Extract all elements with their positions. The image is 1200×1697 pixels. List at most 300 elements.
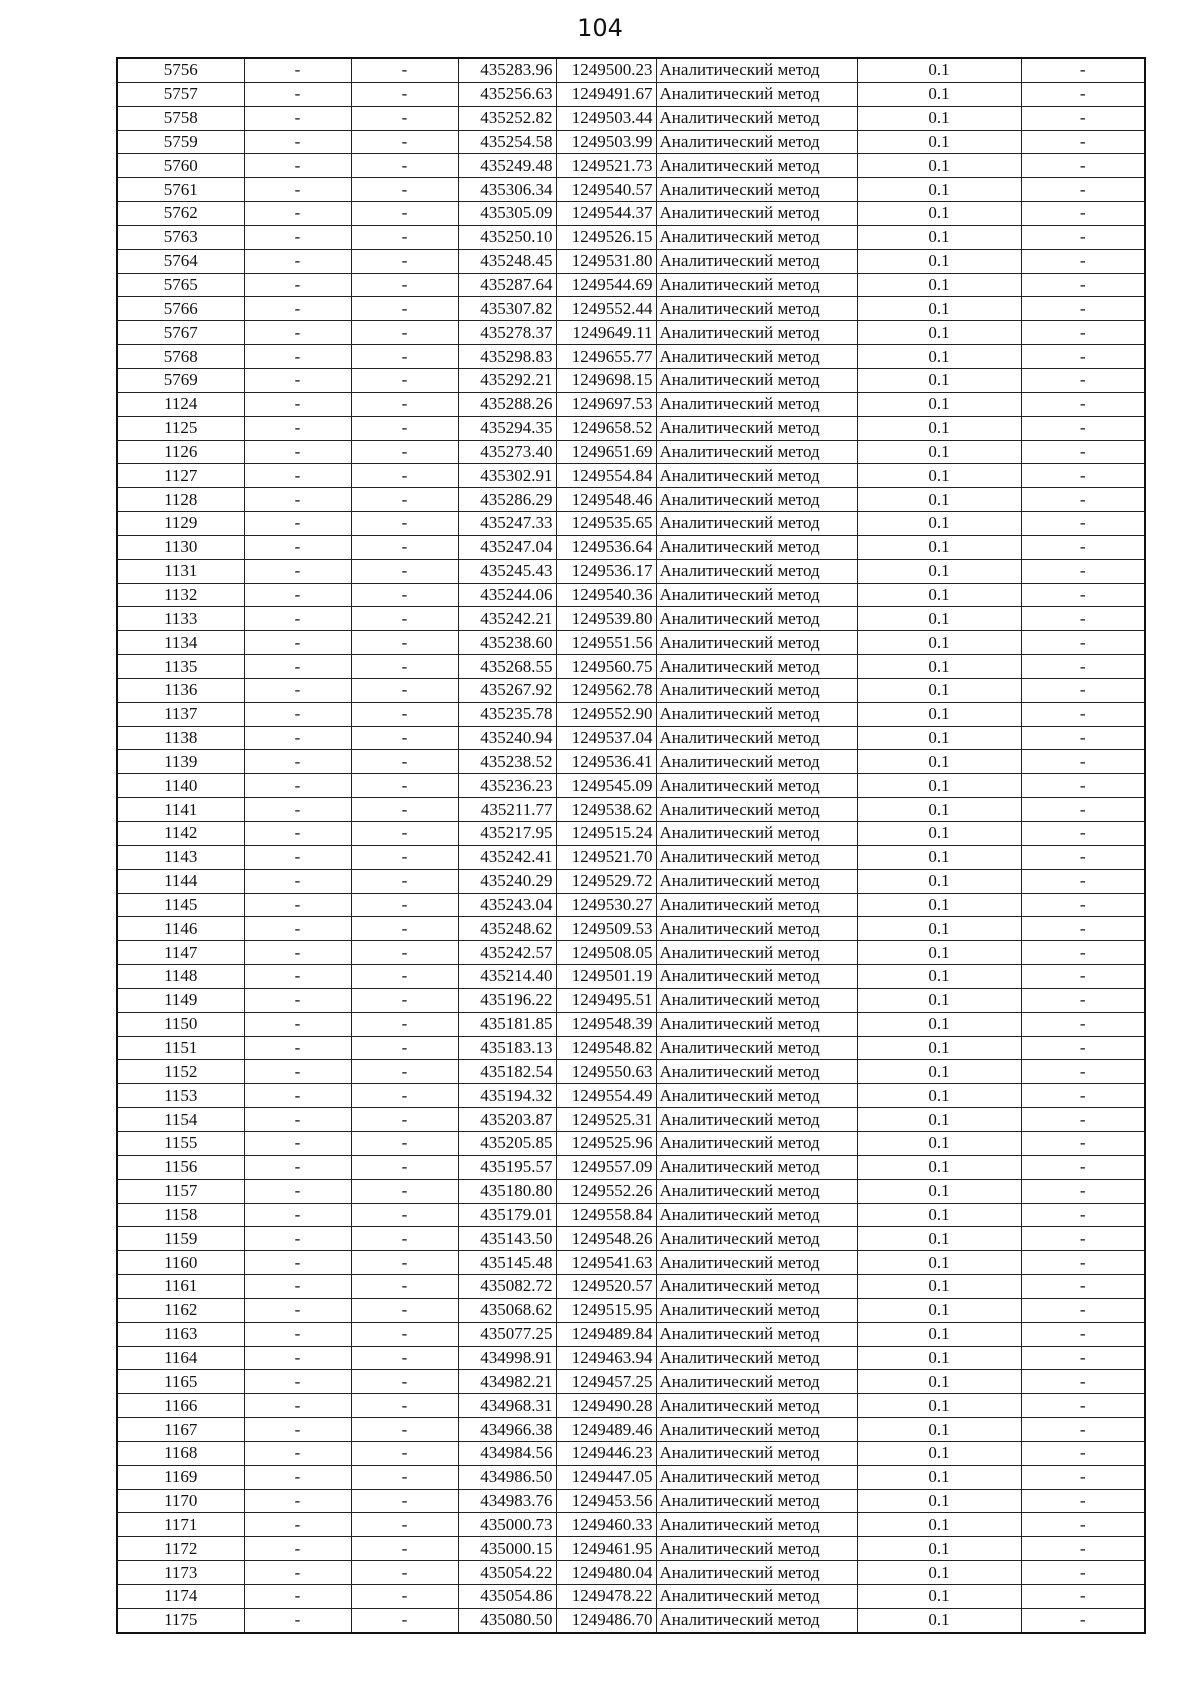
accuracy-cell: 0.1	[857, 678, 1021, 702]
point-number-cell: 5756	[117, 58, 244, 82]
point-number-cell: 5761	[117, 178, 244, 202]
dash-cell: -	[1021, 1489, 1145, 1513]
accuracy-cell: 0.1	[857, 58, 1021, 82]
accuracy-cell: 0.1	[857, 1203, 1021, 1227]
dash-cell: -	[244, 130, 351, 154]
method-cell: Аналитический метод	[656, 845, 857, 869]
x-coordinate-cell: 435305.09	[458, 202, 556, 226]
point-number-cell: 1171	[117, 1513, 244, 1537]
table-row	[117, 893, 1145, 917]
dash-cell: -	[244, 726, 351, 750]
y-coordinate-cell: 1249539.80	[556, 607, 656, 631]
table-row	[117, 416, 1145, 440]
dash-cell: -	[1021, 1131, 1145, 1155]
y-coordinate-cell: 1249536.17	[556, 559, 656, 583]
x-coordinate-cell: 435286.29	[458, 488, 556, 512]
y-coordinate-cell: 1249540.57	[556, 178, 656, 202]
table-row	[117, 1251, 1145, 1275]
method-cell: Аналитический метод	[656, 1322, 857, 1346]
dash-cell: -	[244, 631, 351, 655]
point-number-cell: 1153	[117, 1084, 244, 1108]
point-number-cell: 1158	[117, 1203, 244, 1227]
point-number-cell: 1162	[117, 1298, 244, 1322]
table-row	[117, 583, 1145, 607]
dash-cell: -	[351, 392, 458, 416]
dash-cell: -	[1021, 1608, 1145, 1632]
y-coordinate-cell: 1249554.49	[556, 1084, 656, 1108]
accuracy-cell: 0.1	[857, 1179, 1021, 1203]
method-cell: Аналитический метод	[656, 917, 857, 941]
dash-cell: -	[351, 1513, 458, 1537]
y-coordinate-cell: 1249536.41	[556, 750, 656, 774]
table-row	[117, 1012, 1145, 1036]
x-coordinate-cell: 435143.50	[458, 1227, 556, 1251]
x-coordinate-cell: 435267.92	[458, 678, 556, 702]
x-coordinate-cell: 435248.62	[458, 917, 556, 941]
dash-cell: -	[351, 988, 458, 1012]
method-cell: Аналитический метод	[656, 893, 857, 917]
method-cell: Аналитический метод	[656, 130, 857, 154]
point-number-cell: 1133	[117, 607, 244, 631]
y-coordinate-cell: 1249521.70	[556, 845, 656, 869]
dash-cell: -	[244, 178, 351, 202]
accuracy-cell: 0.1	[857, 273, 1021, 297]
x-coordinate-cell: 435203.87	[458, 1108, 556, 1132]
table-row	[117, 726, 1145, 750]
x-coordinate-cell: 435240.94	[458, 726, 556, 750]
x-coordinate-cell: 435247.33	[458, 512, 556, 536]
method-cell: Аналитический метод	[656, 1561, 857, 1585]
y-coordinate-cell: 1249544.69	[556, 273, 656, 297]
y-coordinate-cell: 1249531.80	[556, 249, 656, 273]
dash-cell: -	[351, 917, 458, 941]
point-number-cell: 1161	[117, 1275, 244, 1299]
table-row	[117, 368, 1145, 392]
dash-cell: -	[1021, 106, 1145, 130]
dash-cell: -	[244, 202, 351, 226]
dash-cell: -	[1021, 1251, 1145, 1275]
dash-cell: -	[351, 1489, 458, 1513]
x-coordinate-cell: 435249.48	[458, 154, 556, 178]
x-coordinate-cell: 435298.83	[458, 345, 556, 369]
table-row	[117, 607, 1145, 631]
point-number-cell: 1127	[117, 464, 244, 488]
accuracy-cell: 0.1	[857, 1084, 1021, 1108]
x-coordinate-cell: 435217.95	[458, 822, 556, 846]
dash-cell: -	[1021, 392, 1145, 416]
y-coordinate-cell: 1249557.09	[556, 1155, 656, 1179]
y-coordinate-cell: 1249446.23	[556, 1441, 656, 1465]
point-number-cell: 1150	[117, 1012, 244, 1036]
accuracy-cell: 0.1	[857, 1155, 1021, 1179]
table-row	[117, 1608, 1145, 1632]
point-number-cell: 1147	[117, 941, 244, 965]
point-number-cell: 1135	[117, 655, 244, 679]
dash-cell: -	[1021, 488, 1145, 512]
dash-cell: -	[351, 1203, 458, 1227]
point-number-cell: 5766	[117, 297, 244, 321]
dash-cell: -	[244, 583, 351, 607]
method-cell: Аналитический метод	[656, 1108, 857, 1132]
accuracy-cell: 0.1	[857, 321, 1021, 345]
accuracy-cell: 0.1	[857, 297, 1021, 321]
dash-cell: -	[1021, 1179, 1145, 1203]
method-cell: Аналитический метод	[656, 1537, 857, 1561]
x-coordinate-cell: 435245.43	[458, 559, 556, 583]
dash-cell: -	[244, 1489, 351, 1513]
method-cell: Аналитический метод	[656, 1346, 857, 1370]
dash-cell: -	[351, 726, 458, 750]
accuracy-cell: 0.1	[857, 1441, 1021, 1465]
table-row	[117, 249, 1145, 273]
dash-cell: -	[351, 655, 458, 679]
y-coordinate-cell: 1249658.52	[556, 416, 656, 440]
y-coordinate-cell: 1249545.09	[556, 774, 656, 798]
dash-cell: -	[351, 1275, 458, 1299]
dash-cell: -	[351, 178, 458, 202]
dash-cell: -	[351, 941, 458, 965]
y-coordinate-cell: 1249525.31	[556, 1108, 656, 1132]
y-coordinate-cell: 1249457.25	[556, 1370, 656, 1394]
dash-cell: -	[244, 416, 351, 440]
dash-cell: -	[244, 965, 351, 989]
dash-cell: -	[244, 58, 351, 82]
method-cell: Аналитический метод	[656, 1060, 857, 1084]
accuracy-cell: 0.1	[857, 1370, 1021, 1394]
y-coordinate-cell: 1249536.64	[556, 535, 656, 559]
table-row	[117, 106, 1145, 130]
dash-cell: -	[244, 535, 351, 559]
method-cell: Аналитический метод	[656, 249, 857, 273]
method-cell: Аналитический метод	[656, 1155, 857, 1179]
point-number-cell: 1131	[117, 559, 244, 583]
table-row	[117, 941, 1145, 965]
y-coordinate-cell: 1249530.27	[556, 893, 656, 917]
method-cell: Аналитический метод	[656, 559, 857, 583]
table-row	[117, 988, 1145, 1012]
table-row	[117, 1418, 1145, 1442]
dash-cell: -	[351, 345, 458, 369]
x-coordinate-cell: 435252.82	[458, 106, 556, 130]
point-number-cell: 1149	[117, 988, 244, 1012]
dash-cell: -	[351, 321, 458, 345]
dash-cell: -	[351, 464, 458, 488]
dash-cell: -	[351, 416, 458, 440]
accuracy-cell: 0.1	[857, 1108, 1021, 1132]
point-number-cell: 1124	[117, 392, 244, 416]
method-cell: Аналитический метод	[656, 1203, 857, 1227]
method-cell: Аналитический метод	[656, 464, 857, 488]
table-row	[117, 488, 1145, 512]
dash-cell: -	[1021, 1394, 1145, 1418]
accuracy-cell: 0.1	[857, 774, 1021, 798]
dash-cell: -	[244, 1131, 351, 1155]
dash-cell: -	[1021, 1465, 1145, 1489]
table-row	[117, 225, 1145, 249]
dash-cell: -	[351, 1155, 458, 1179]
dash-cell: -	[1021, 1585, 1145, 1609]
accuracy-cell: 0.1	[857, 154, 1021, 178]
accuracy-cell: 0.1	[857, 655, 1021, 679]
table-row	[117, 1346, 1145, 1370]
y-coordinate-cell: 1249491.67	[556, 82, 656, 106]
dash-cell: -	[1021, 1370, 1145, 1394]
point-number-cell: 1159	[117, 1227, 244, 1251]
point-number-cell: 1139	[117, 750, 244, 774]
accuracy-cell: 0.1	[857, 607, 1021, 631]
dash-cell: -	[1021, 1203, 1145, 1227]
x-coordinate-cell: 435205.85	[458, 1131, 556, 1155]
x-coordinate-cell: 435080.50	[458, 1608, 556, 1632]
y-coordinate-cell: 1249552.90	[556, 702, 656, 726]
dash-cell: -	[351, 106, 458, 130]
point-number-cell: 1143	[117, 845, 244, 869]
dash-cell: -	[244, 1251, 351, 1275]
dash-cell: -	[244, 273, 351, 297]
dash-cell: -	[1021, 845, 1145, 869]
x-coordinate-cell: 434983.76	[458, 1489, 556, 1513]
dash-cell: -	[1021, 1275, 1145, 1299]
dash-cell: -	[1021, 202, 1145, 226]
dash-cell: -	[244, 1441, 351, 1465]
point-number-cell: 5763	[117, 225, 244, 249]
table-row	[117, 321, 1145, 345]
dash-cell: -	[1021, 941, 1145, 965]
method-cell: Аналитический метод	[656, 225, 857, 249]
method-cell: Аналитический метод	[656, 321, 857, 345]
point-number-cell: 5758	[117, 106, 244, 130]
accuracy-cell: 0.1	[857, 488, 1021, 512]
point-number-cell: 1128	[117, 488, 244, 512]
dash-cell: -	[351, 678, 458, 702]
y-coordinate-cell: 1249552.26	[556, 1179, 656, 1203]
y-coordinate-cell: 1249537.04	[556, 726, 656, 750]
dash-cell: -	[244, 774, 351, 798]
point-number-cell: 1164	[117, 1346, 244, 1370]
dash-cell: -	[244, 1394, 351, 1418]
dash-cell: -	[244, 845, 351, 869]
y-coordinate-cell: 1249562.78	[556, 678, 656, 702]
y-coordinate-cell: 1249503.99	[556, 130, 656, 154]
method-cell: Аналитический метод	[656, 1465, 857, 1489]
accuracy-cell: 0.1	[857, 1537, 1021, 1561]
x-coordinate-cell: 434982.21	[458, 1370, 556, 1394]
dash-cell: -	[1021, 1012, 1145, 1036]
dash-cell: -	[351, 1298, 458, 1322]
dash-cell: -	[244, 1418, 351, 1442]
y-coordinate-cell: 1249541.63	[556, 1251, 656, 1275]
x-coordinate-cell: 435294.35	[458, 416, 556, 440]
dash-cell: -	[1021, 559, 1145, 583]
dash-cell: -	[244, 607, 351, 631]
y-coordinate-cell: 1249460.33	[556, 1513, 656, 1537]
table-row	[117, 1060, 1145, 1084]
table-row	[117, 965, 1145, 989]
point-number-cell: 1170	[117, 1489, 244, 1513]
table-row	[117, 1585, 1145, 1609]
table-row	[117, 535, 1145, 559]
x-coordinate-cell: 435278.37	[458, 321, 556, 345]
dash-cell: -	[244, 988, 351, 1012]
y-coordinate-cell: 1249649.11	[556, 321, 656, 345]
y-coordinate-cell: 1249490.28	[556, 1394, 656, 1418]
dash-cell: -	[244, 1084, 351, 1108]
dash-cell: -	[351, 488, 458, 512]
table-row	[117, 297, 1145, 321]
method-cell: Аналитический метод	[656, 1036, 857, 1060]
point-number-cell: 1130	[117, 535, 244, 559]
table-row	[117, 798, 1145, 822]
accuracy-cell: 0.1	[857, 822, 1021, 846]
dash-cell: -	[1021, 368, 1145, 392]
y-coordinate-cell: 1249515.95	[556, 1298, 656, 1322]
y-coordinate-cell: 1249463.94	[556, 1346, 656, 1370]
method-cell: Аналитический метод	[656, 822, 857, 846]
point-number-cell: 1129	[117, 512, 244, 536]
point-number-cell: 1142	[117, 822, 244, 846]
x-coordinate-cell: 434966.38	[458, 1418, 556, 1442]
method-cell: Аналитический метод	[656, 1441, 857, 1465]
dash-cell: -	[1021, 1418, 1145, 1442]
dash-cell: -	[1021, 988, 1145, 1012]
accuracy-cell: 0.1	[857, 249, 1021, 273]
table-row	[117, 917, 1145, 941]
x-coordinate-cell: 435288.26	[458, 392, 556, 416]
x-coordinate-cell: 435307.82	[458, 297, 556, 321]
dash-cell: -	[244, 1203, 351, 1227]
table-row	[117, 822, 1145, 846]
accuracy-cell: 0.1	[857, 1012, 1021, 1036]
accuracy-cell: 0.1	[857, 464, 1021, 488]
table-row	[117, 1322, 1145, 1346]
page-number: 104	[577, 14, 623, 42]
x-coordinate-cell: 435242.21	[458, 607, 556, 631]
y-coordinate-cell: 1249655.77	[556, 345, 656, 369]
accuracy-cell: 0.1	[857, 1227, 1021, 1251]
point-number-cell: 1154	[117, 1108, 244, 1132]
dash-cell: -	[1021, 345, 1145, 369]
table-body	[117, 58, 1145, 1633]
y-coordinate-cell: 1249558.84	[556, 1203, 656, 1227]
x-coordinate-cell: 434986.50	[458, 1465, 556, 1489]
accuracy-cell: 0.1	[857, 559, 1021, 583]
dash-cell: -	[1021, 297, 1145, 321]
dash-cell: -	[351, 1251, 458, 1275]
point-number-cell: 1125	[117, 416, 244, 440]
method-cell: Аналитический метод	[656, 774, 857, 798]
dash-cell: -	[1021, 1084, 1145, 1108]
table-row	[117, 58, 1145, 82]
dash-cell: -	[244, 702, 351, 726]
method-cell: Аналитический метод	[656, 1298, 857, 1322]
point-number-cell: 1136	[117, 678, 244, 702]
table-row	[117, 1203, 1145, 1227]
y-coordinate-cell: 1249486.70	[556, 1608, 656, 1632]
table-row	[117, 1489, 1145, 1513]
accuracy-cell: 0.1	[857, 917, 1021, 941]
dash-cell: -	[1021, 607, 1145, 631]
accuracy-cell: 0.1	[857, 416, 1021, 440]
dash-cell: -	[1021, 416, 1145, 440]
dash-cell: -	[351, 273, 458, 297]
accuracy-cell: 0.1	[857, 345, 1021, 369]
method-cell: Аналитический метод	[656, 535, 857, 559]
y-coordinate-cell: 1249501.19	[556, 965, 656, 989]
dash-cell: -	[1021, 965, 1145, 989]
dash-cell: -	[351, 1346, 458, 1370]
x-coordinate-cell: 435195.57	[458, 1155, 556, 1179]
point-number-cell: 5757	[117, 82, 244, 106]
dash-cell: -	[351, 1394, 458, 1418]
x-coordinate-cell: 435054.22	[458, 1561, 556, 1585]
method-cell: Аналитический метод	[656, 392, 857, 416]
point-number-cell: 1169	[117, 1465, 244, 1489]
table-row	[117, 464, 1145, 488]
point-number-cell: 5765	[117, 273, 244, 297]
table-row	[117, 273, 1145, 297]
dash-cell: -	[1021, 798, 1145, 822]
x-coordinate-cell: 435256.63	[458, 82, 556, 106]
method-cell: Аналитический метод	[656, 988, 857, 1012]
dash-cell: -	[244, 798, 351, 822]
table-row	[117, 202, 1145, 226]
dash-cell: -	[244, 154, 351, 178]
dash-cell: -	[351, 1322, 458, 1346]
table-row	[117, 178, 1145, 202]
method-cell: Аналитический метод	[656, 965, 857, 989]
accuracy-cell: 0.1	[857, 726, 1021, 750]
accuracy-cell: 0.1	[857, 1608, 1021, 1632]
method-cell: Аналитический метод	[656, 869, 857, 893]
dash-cell: -	[351, 583, 458, 607]
dash-cell: -	[351, 631, 458, 655]
point-number-cell: 5767	[117, 321, 244, 345]
dash-cell: -	[244, 1346, 351, 1370]
dash-cell: -	[351, 297, 458, 321]
dash-cell: -	[244, 1298, 351, 1322]
x-coordinate-cell: 435242.41	[458, 845, 556, 869]
y-coordinate-cell: 1249548.46	[556, 488, 656, 512]
dash-cell: -	[351, 368, 458, 392]
method-cell: Аналитический метод	[656, 416, 857, 440]
y-coordinate-cell: 1249548.39	[556, 1012, 656, 1036]
x-coordinate-cell: 435242.57	[458, 941, 556, 965]
method-cell: Аналитический метод	[656, 82, 857, 106]
point-number-cell: 1166	[117, 1394, 244, 1418]
y-coordinate-cell: 1249515.24	[556, 822, 656, 846]
x-coordinate-cell: 435283.96	[458, 58, 556, 82]
dash-cell: -	[244, 1227, 351, 1251]
point-number-cell: 1157	[117, 1179, 244, 1203]
x-coordinate-cell: 435273.40	[458, 440, 556, 464]
table-row	[117, 1561, 1145, 1585]
dash-cell: -	[351, 225, 458, 249]
dash-cell: -	[351, 1012, 458, 1036]
y-coordinate-cell: 1249552.44	[556, 297, 656, 321]
point-number-cell: 5764	[117, 249, 244, 273]
method-cell: Аналитический метод	[656, 1084, 857, 1108]
point-number-cell: 1173	[117, 1561, 244, 1585]
dash-cell: -	[244, 321, 351, 345]
dash-cell: -	[1021, 1346, 1145, 1370]
dash-cell: -	[351, 1370, 458, 1394]
y-coordinate-cell: 1249500.23	[556, 58, 656, 82]
dash-cell: -	[1021, 225, 1145, 249]
dash-cell: -	[244, 488, 351, 512]
y-coordinate-cell: 1249548.82	[556, 1036, 656, 1060]
y-coordinate-cell: 1249447.05	[556, 1465, 656, 1489]
dash-cell: -	[244, 559, 351, 583]
